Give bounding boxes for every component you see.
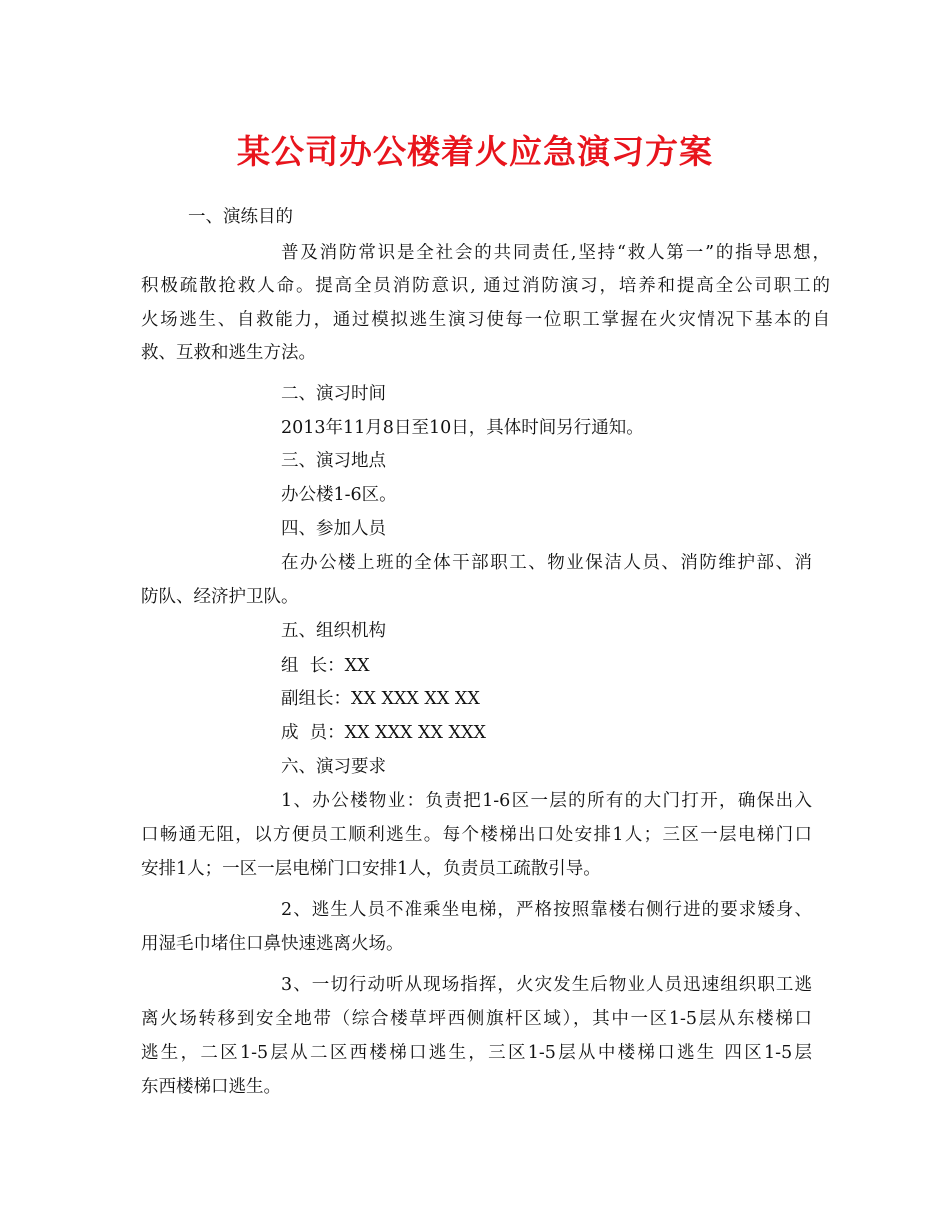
paragraph-line: 2、逃生人员不准乘坐电梯，严格按照靠楼右侧行进的要求矮身、 — [281, 900, 812, 920]
paragraph-line: 成 员：XX XXX XX XXX — [281, 723, 486, 743]
heading-time: 二、演习时间 — [281, 384, 386, 404]
paragraph-line: 办公楼1-6区。 — [281, 485, 397, 505]
paragraph-line: 救、互救和逃生方法。 — [141, 343, 316, 363]
paragraph-line: 逃生，二区1-5层从二区西楼梯口逃生，三区1-5层从中楼梯口逃生 四区1-5层 — [141, 1043, 812, 1063]
paragraph-line: 3、一切行动听从现场指挥，火灾发生后物业人员迅速组织职工逃 — [281, 975, 812, 995]
paragraph-line: 安排1人；一区一层电梯门口安排1人，负责员工疏散引导。 — [141, 859, 601, 879]
document-title: 某公司办公楼着火应急演习方案 — [237, 132, 713, 171]
paragraph-line: 2013年11月8日至10日，具体时间另行通知。 — [281, 418, 644, 438]
paragraph-line: 东西楼梯口逃生。 — [141, 1077, 281, 1097]
paragraph-line: 离火场转移到安全地带（综合楼草坪西侧旗杆区域），其中一区1-5层从东楼梯口 — [141, 1009, 812, 1029]
heading-requirements: 六、演习要求 — [281, 757, 386, 777]
heading-organization: 五、组织机构 — [281, 621, 386, 641]
paragraph-line: 用湿毛巾堵住口鼻快速逃离火场。 — [141, 934, 404, 954]
paragraph-line: 防队、经济护卫队。 — [141, 587, 299, 607]
paragraph-line: 副组长：XX XXX XX XX — [281, 689, 480, 709]
paragraph-line: 普及消防常识是全社会的共同责任,坚持“救人第一”的指导思想， — [281, 243, 830, 263]
paragraph-line: 组 长：XX — [281, 656, 370, 676]
paragraph-line: 积极疏散抢救人命。提高全员消防意识, 通过消防演习，培养和提高全公司职工的 — [141, 276, 830, 296]
heading-purpose: 一、演练目的 — [188, 207, 293, 227]
paragraph-line: 在办公楼上班的全体干部职工、物业保洁人员、消防维护部、消 — [281, 553, 812, 573]
paragraph-line: 1、办公楼物业：负责把1-6区一层的所有的大门打开，确保出入 — [281, 791, 812, 811]
heading-participants: 四、参加人员 — [281, 519, 386, 539]
paragraph-line: 火场逃生、自救能力，通过模拟逃生演习使每一位职工掌握在火灾情况下基本的自 — [141, 310, 830, 330]
paragraph-line: 口畅通无阻，以方便员工顺利逃生。每个楼梯出口处安排1人；三区一层电梯门口 — [141, 825, 812, 845]
heading-location: 三、演习地点 — [281, 451, 386, 471]
